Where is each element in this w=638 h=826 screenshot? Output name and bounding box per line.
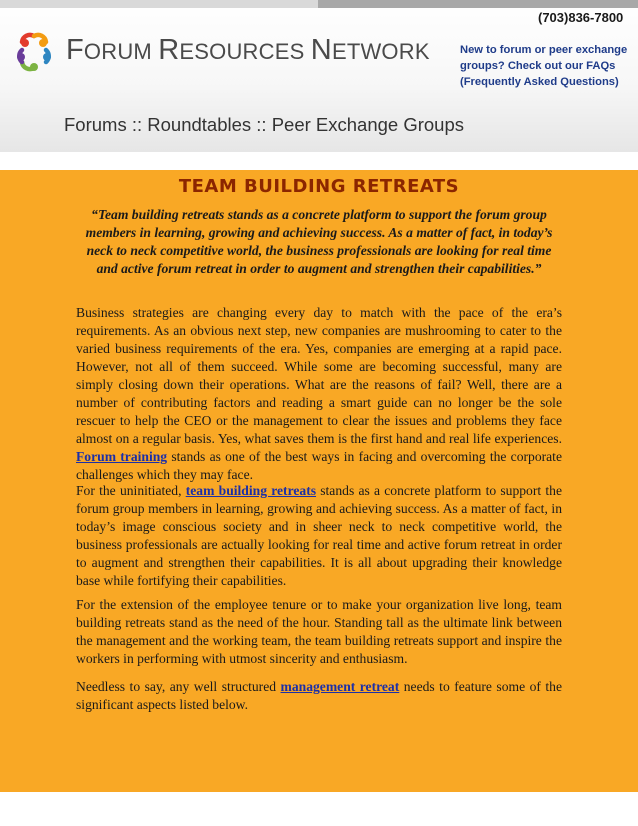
faq-line-1: New to forum or peer exchange — [460, 44, 628, 56]
phone-number: (703)836-7800 — [538, 10, 624, 25]
paragraph-2: For the uninitiated, team building retreats stands as a concrete platform to support the forum group members in learning, growing and achieving success. As a matter of fact, in today’s image conscious society and in sheer neck to neck competitive world, the business professionals are actually looking for real time and active forum retreat in order to augment and strengthen their capabilities. It is all about upgrading their knowledge base while fortifying their capabilities. — [76, 483, 562, 588]
paragraph-4: Needless to say, any well structured management retreat needs to feature some of the significant aspects listed below. — [76, 679, 562, 712]
brand-name: FORUM RESOURCES NETWORK — [66, 34, 430, 66]
page-header — [0, 0, 638, 152]
article-quote: “Team building retreats stands as a concrete platform to support the forum group members in learning, growing and achieving success. As a matter of fact, in today’s neck to neck competitive world, the business professionals are looking for real time and active forum retreat in order to augment and strengthen their capabilities.” — [85, 207, 553, 276]
paragraph-3: For the extension of the employee tenure or to make your organization live long, team building retreats stand as the need of the hour. Standing tall as the ultimate link between the management and the working team, the team building retreats support and inspire the workers in performing with utmost sincerity and enthusiasm. — [76, 597, 562, 666]
management-retreat-link[interactable]: management retreat — [280, 679, 400, 694]
forum-training-link[interactable]: Forum training — [76, 449, 168, 464]
top-strip-dark — [318, 0, 638, 8]
faq-line-2: groups? Check out our FAQs — [460, 60, 616, 72]
tagline: Forums :: Roundtables :: Peer Exchange Groups — [64, 114, 465, 135]
paragraph-1: Business strategies are changing every day to match with the pace of the era’s requirements. As an obvious next step, new companies are mushrooming to cater to the varied business requirements of the era. Yes, companies are emerging at a rapid pace. However, not all of them succeed. While some are becoming successful, many are simply closing down their operations. What are the reasons of fail? Well, there are a number of contributing factors and reading a smart guide can no longer be the sole rescuer to help the CEO or the management to clear the issues and problems they face almost on a regular basis. Yes, what saves them is the first hand and real life experiences. Forum training stands as one of the best ways in facing and overcoming the corporate challenges which they may face. — [76, 305, 562, 482]
article-title: TEAM BUILDING RETREATS — [178, 176, 460, 197]
team-building-retreats-link[interactable]: team building retreats — [185, 483, 317, 498]
faq-callout[interactable] — [460, 42, 636, 90]
forum-resources-logo-icon — [12, 28, 56, 76]
faq-line-3: (Frequently Asked Questions) — [460, 76, 619, 88]
